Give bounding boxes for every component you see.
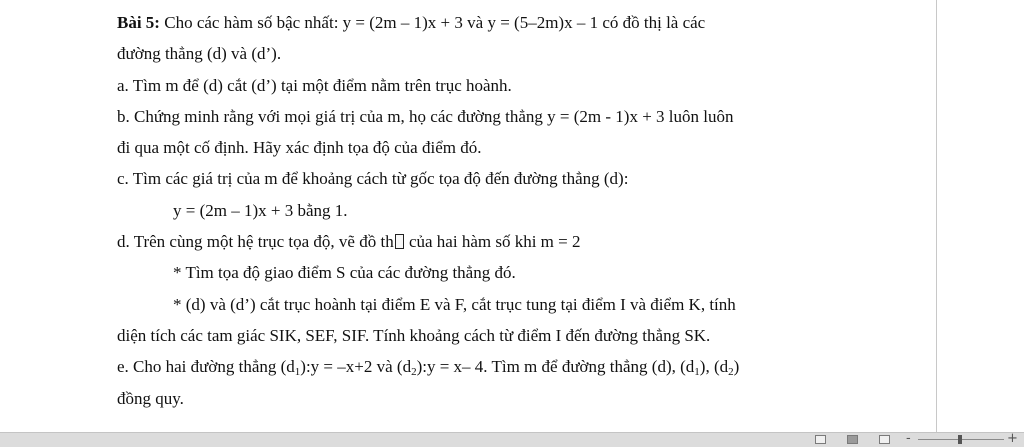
subscript-4: 2 xyxy=(728,366,734,379)
web-layout-icon[interactable] xyxy=(879,435,890,444)
page-margin-divider xyxy=(936,0,937,432)
doc-line-12 xyxy=(117,351,917,382)
doc-text-8a: d. Trên cùng một hệ trục tọa độ, vẽ đồ th xyxy=(117,232,394,252)
status-bar xyxy=(0,432,1024,447)
doc-text-12c: ):y = x– 4. Tìm m để đường thẳng (d), (d xyxy=(416,357,695,377)
print-layout-icon[interactable] xyxy=(847,435,858,444)
zoom-out-button[interactable]: - xyxy=(906,431,911,446)
doc-text-12d: ), (d xyxy=(699,357,729,377)
doc-line-2: đường thẳng (d) và (d’). xyxy=(117,44,282,64)
doc-line-13: đồng quy. xyxy=(117,388,184,408)
doc-line-10: * (d) và (d’) cắt trục hoành tại điểm E và F, cắt trục tung tại điểm I và điểm K, tính xyxy=(173,294,736,314)
doc-text-1: Cho các hàm số bậc nhất: y = (2m – 1)x + 3 và y = (5–2m)x – 1 có đồ thị là các xyxy=(159,13,706,32)
doc-text-12a: e. Cho hai đường thẳng (d xyxy=(117,357,295,377)
doc-line-3: a. Tìm m để (d) cắt (d’) tại một điểm nằm trên trục hoành. xyxy=(117,75,512,95)
doc-text-8b: của hai hàm số khi m = 2 xyxy=(404,232,581,252)
doc-line-1 xyxy=(117,0,917,38)
doc-line-6: c. Tìm các giá trị của m để khoảng cách từ gốc tọa độ đến đường thẳng (d): xyxy=(117,169,629,189)
subscript-2: 2 xyxy=(411,366,417,379)
read-mode-icon[interactable] xyxy=(815,435,826,444)
document-body[interactable] xyxy=(117,0,917,414)
zoom-in-button[interactable]: + xyxy=(1007,431,1018,446)
subscript-1: 1 xyxy=(294,366,301,379)
exercise-title: Bài 5: xyxy=(117,13,160,32)
doc-line-11: diện tích các tam giác SIK, SEF, SIF. Tính khoảng cách từ điểm I đến đường thẳng SK. xyxy=(117,325,711,345)
zoom-slider-thumb[interactable] xyxy=(958,435,962,444)
doc-line-7: y = (2m – 1)x + 3 bằng 1. xyxy=(173,200,348,220)
doc-text-12e: ) xyxy=(733,357,740,377)
subscript-3: 1 xyxy=(694,366,700,379)
doc-line-4: b. Chứng minh rằng với mọi giá trị của m, họ các đường thẳng y = (2m - 1)x + 3 luôn luôn xyxy=(117,106,734,126)
text-cursor-icon xyxy=(395,234,404,249)
doc-line-9: * Tìm tọa độ giao điểm S của các đường thẳng đó. xyxy=(173,263,516,283)
doc-text-12b: ):y = –x+2 và (d xyxy=(300,357,412,377)
doc-line-8 xyxy=(117,226,917,257)
doc-line-5: đi qua một cố định. Hãy xác định tọa độ của điểm đó. xyxy=(117,138,482,158)
